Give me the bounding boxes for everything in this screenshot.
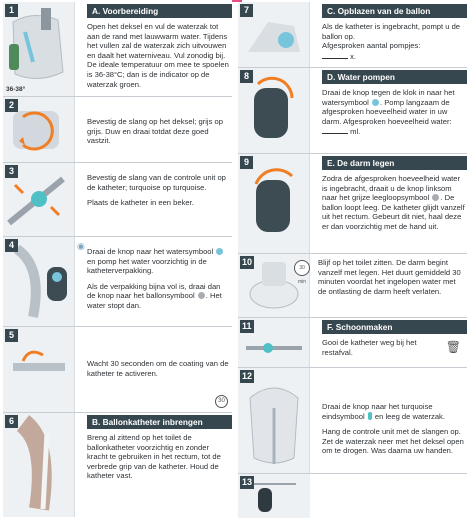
empty-symbol-icon: [432, 194, 439, 201]
water-amount-blank: [322, 126, 348, 134]
step-13: [238, 474, 310, 518]
step-1: [3, 2, 232, 97]
step-4-text-c: Als de verpakking bijna vol is, draai dan de knop naar het ballonsymbool: [87, 281, 221, 301]
step-7-text-line2: Afgesproken aantal pompjes:: [322, 41, 421, 51]
step-4-text: [87, 247, 230, 311]
step-2: [3, 97, 232, 163]
step-number: 9: [240, 156, 253, 169]
step-12: [238, 368, 467, 474]
step-number: 10: [242, 257, 253, 267]
step-number: 2: [5, 99, 18, 112]
step-3-text-line2: Plaats de katheter in een beker.: [87, 198, 194, 208]
water-symbol-icon: [216, 248, 223, 255]
step-5-text: Wacht 30 seconden om de coating van de katheter te activeren.: [87, 359, 229, 378]
step-2-text: Bevestig de slang op het deksel; grijs op grijs. Duw en draai totdat deze goed vastzit.: [87, 117, 223, 146]
step-7: [238, 2, 467, 68]
section-header-schoonmaken: F. Schoonmaken: [322, 320, 467, 334]
pump-count-suffix: x.: [350, 51, 357, 61]
step-8-text-c: Afgesproken hoeveelheid water:: [343, 116, 452, 126]
temperature-label: 36-38°: [6, 86, 26, 93]
step-4-text-cd: [87, 282, 230, 311]
step-11-text: Gooi de katheter weg bij het restafval.: [322, 338, 417, 357]
step-1-text: Open het deksel en vul de waterzak tot aan de rand met lauwwarm water. Tijdens het vullen zal de waterzak zich uitvouwen en daalt het waterniveau. Vul zonodig bij. De ideale temperatuur om mee te spoelen is 36-38°C; dan is de indicator op de waterzak groen.: [87, 22, 229, 89]
trash-bin-icon: 🗑: [445, 340, 461, 354]
step-4: [3, 237, 232, 327]
step-8-text-a: Draai de knop tegen de klok in naar het watersymbool: [322, 88, 455, 107]
step-8-text-b: . Pomp langzaam de afgesproken hoeveelheid water in uw darm.: [322, 97, 450, 126]
step-9: [238, 154, 467, 254]
right-column: [238, 2, 467, 518]
step-number: 13: [242, 477, 253, 487]
step-10: [238, 254, 467, 318]
section-header-water-pompen: D. Water pompen: [322, 70, 467, 84]
step-number: 3: [5, 165, 18, 178]
section-header-darm-legen: E. De darm legen: [322, 156, 467, 170]
step-8-text: [322, 88, 465, 137]
step-6-text: Breng al zittend op het toilet de ballonkatheter voorzichtig en zonder kracht te gebruiken in het rectum, tot de verbrede grip van de katheter. Houd de katheter vast.: [87, 433, 221, 481]
step-9-text-b: . De ballon loopt leeg. De katheter glijdt vanzelf uit het rectum. Gebeurt dit niet, haal deze er dan voorzichtig met de hand uit.: [322, 193, 465, 231]
step-3: [3, 163, 232, 237]
section-header-opblazen: C. Opblazen van de ballon: [322, 4, 467, 18]
step-9-text-a: Zodra de afgesproken hoeveelheid water is ingebracht, draait u de knop linksom naar het grijze leegloopsymbool: [322, 174, 461, 203]
step-4-text-d: . Het water stopt dan.: [87, 291, 222, 310]
left-column: [3, 2, 232, 517]
step-number: 4: [5, 239, 18, 252]
step-number: 11: [242, 321, 252, 331]
section-header-ballonkatheter: B. Ballonkatheter inbrengen: [87, 415, 232, 429]
step-8: [238, 68, 467, 154]
end-symbol-icon: [368, 412, 372, 420]
step-3-text-line1: Bevestig de slang van de controle unit op de katheter; turquoise op turquoise.: [87, 173, 226, 192]
step-number: 7: [240, 4, 253, 17]
step-3-text: [87, 173, 230, 208]
step-12-text-a: Draai de knop naar het turquoise eindsymbool: [322, 402, 433, 421]
step-number: 5: [5, 329, 18, 342]
speech-bubble-icon: 30 min: [294, 260, 310, 276]
pump-count-blank: [322, 51, 348, 59]
step-12-photo: [238, 368, 310, 473]
step-number: 12: [242, 371, 253, 381]
step-12-text: [322, 402, 465, 456]
timer-icon: 30: [215, 395, 228, 408]
step-11: [238, 318, 467, 368]
water-symbol-icon: [372, 99, 379, 106]
step-5: [3, 327, 232, 413]
step-7-text-line1: Als de katheter is ingebracht, pompt u de ballon op.: [322, 22, 461, 41]
water-amount-suffix: ml.: [350, 127, 361, 137]
step-6-photo: [3, 413, 75, 517]
balloon-symbol-icon: [198, 292, 205, 299]
step-10-text: Blijf op het toilet zitten. De darm begint vanzelf met legen. Het duurt gemiddeld 30 minuten voordat het ingelopen water met de ontlasting de darm heeft verlaten.: [318, 258, 461, 296]
water-drop-icon: ◉: [77, 241, 85, 251]
step-4-text-b: en pomp het water voorzichtig in de katheterverpakking.: [87, 256, 207, 276]
step-number: 6: [5, 415, 18, 428]
step-12-text-line2: Hang de controle unit met de slangen op. Zet de waterzak neer met het deksel open om te drogen. Was daarna uw handen.: [322, 427, 464, 456]
step-7-text: [322, 22, 465, 61]
section-header-voorbereiding: A. Voorbereiding: [87, 4, 232, 18]
step-12-text-b: en leeg de waterzak.: [374, 411, 445, 421]
step-number: 8: [240, 70, 253, 83]
step-number: 1: [5, 4, 18, 17]
step-6: [3, 413, 232, 517]
step-4-text-a: Draai de knop naar het watersymbool: [87, 247, 214, 256]
step-9-text: [322, 174, 465, 232]
